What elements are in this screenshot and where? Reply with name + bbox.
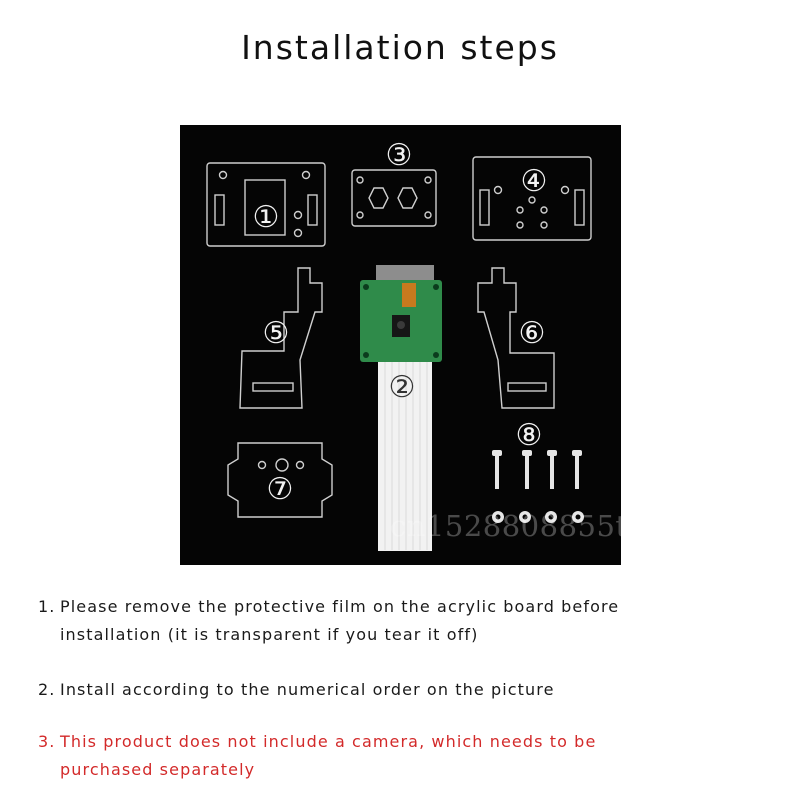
part-label-4: ④ xyxy=(520,164,548,199)
page-title: Installation steps xyxy=(241,28,559,67)
step-2-line-1: Install according to the numerical order on the picture xyxy=(60,680,555,699)
part-label-1: ① xyxy=(252,200,280,235)
step-2-number: 2. xyxy=(38,680,56,699)
step-3-line-2: purchased separately xyxy=(60,760,256,779)
step-1-line-2: installation (it is transparent if you tear it off) xyxy=(60,625,479,644)
watermark: cn1528808855tnbh xyxy=(390,509,685,543)
part-label-2: ② xyxy=(388,370,416,405)
part-label-7: ⑦ xyxy=(266,472,294,507)
step-3-number: 3. xyxy=(38,732,56,751)
part-label-5: ⑤ xyxy=(262,316,290,351)
step-1-line-1: Please remove the protective film on the acrylic board before xyxy=(60,597,620,616)
product-photo xyxy=(180,125,685,565)
part-3-plate xyxy=(352,170,436,226)
part-label-3: ③ xyxy=(385,138,413,173)
part-label-8: ⑧ xyxy=(515,418,543,453)
step-3-line-1: This product does not include a camera, which needs to be xyxy=(60,732,597,751)
part-label-6: ⑥ xyxy=(518,316,546,351)
parts-illustration xyxy=(180,125,621,565)
step-1-number: 1. xyxy=(38,597,56,616)
